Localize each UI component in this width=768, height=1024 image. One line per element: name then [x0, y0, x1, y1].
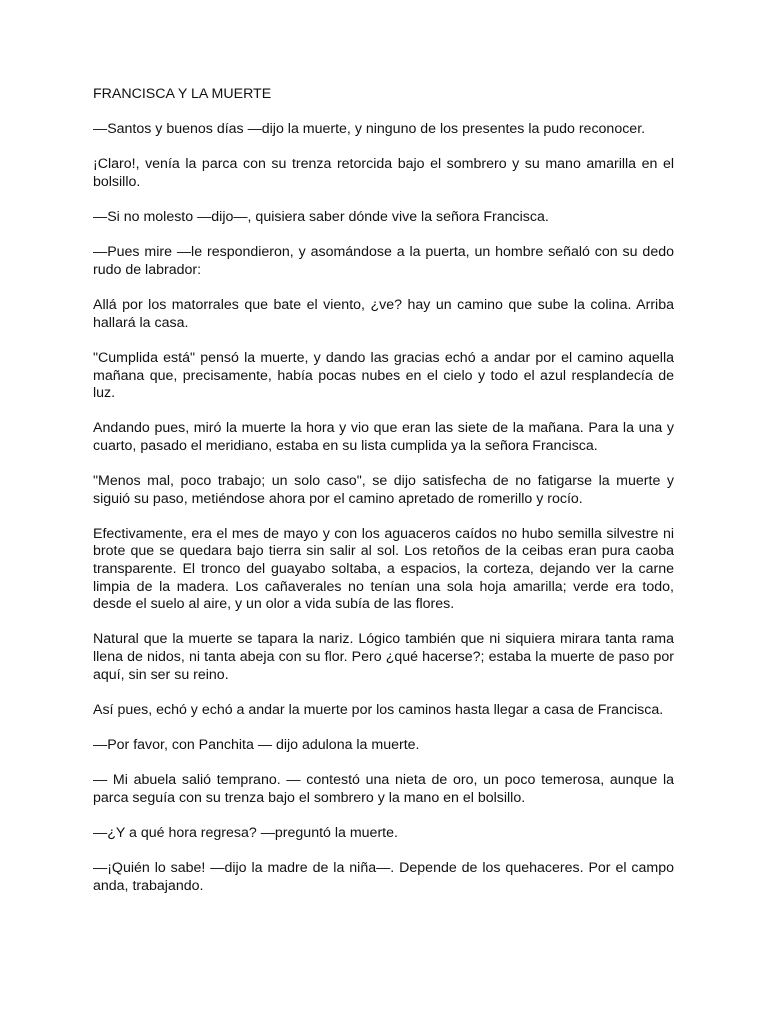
paragraph: Allá por los matorrales que bate el viento, ¿ve? hay un camino que sube la colina. Arriba hallará la casa.: [93, 297, 674, 331]
paragraph: —Pues mire —le respondieron, y asomándose a la puerta, un hombre señaló con su dedo rudo de labrador:: [93, 244, 674, 278]
paragraph: "Cumplida está" pensó la muerte, y dando las gracias echó a andar por el camino aquella mañana que, precisamente, había pocas nubes en el cielo y todo el azul resplandecía de luz.: [93, 349, 674, 402]
paragraph: —Si no molesto —dijo—, quisiera saber dónde vive la señora Francisca.: [93, 209, 549, 226]
paragraph: —Por favor, con Panchita — dijo adulona la muerte.: [93, 736, 420, 753]
paragraph: "Menos mal, poco trabajo; un solo caso", se dijo satisfecha de no fatigarse la muerte y siguió su paso, metiéndose ahora por el camino apretado de romerillo y rocío.: [93, 473, 674, 507]
paragraph: Así pues, echó y echó a andar la muerte por los caminos hasta llegar a casa de Francisca.: [93, 701, 664, 718]
paragraph: — Mi abuela salió temprano. — contestó una nieta de oro, un poco temerosa, aunque la parca seguía con su trenza bajo el sombrero y la mano en el bolsillo.: [93, 772, 674, 806]
document-title: FRANCISCA Y LA MUERTE: [93, 86, 272, 102]
paragraph: —Santos y buenos días —dijo la muerte, y ninguno de los presentes la pudo reconocer.: [93, 121, 646, 138]
paragraph: Efectivamente, era el mes de mayo y con los aguaceros caídos no hubo semilla silvestre ni brote que se quedara bajo tierra sin salir al sol. Los retoños de la ceibas eran pura caoba transparente. El tronco del guayabo soltaba, a espacios, la corteza, dejando ver la carne limpia de la madera. Los cañaverales no tenían una sola hoja amarilla; verde era todo, desde el suelo al aire, y un olor a vida subía de las flores.: [93, 525, 674, 613]
paragraph: —¡Quién lo sabe! —dijo la madre de la niña—. Depende de los quehaceres. Por el campo anda, trabajando.: [93, 860, 674, 894]
document-body: [93, 86, 674, 895]
paragraph: Natural que la muerte se tapara la nariz. Lógico también que ni siquiera mirara tanta rama llena de nidos, ni tanta abeja con su flor. Pero ¿qué hacerse?; estaba la muerte de paso por aquí, sin ser su reino.: [93, 631, 674, 683]
paragraph: ¡Claro!, venía la parca con su trenza retorcida bajo el sombrero y su mano amarilla en el bolsillo.: [93, 156, 674, 190]
paragraph: —¿Y a qué hora regresa? —preguntó la muerte.: [93, 824, 398, 841]
paragraph: Andando pues, miró la muerte la hora y vio que eran las siete de la mañana. Para la una y cuarto, pasado el meridiano, estaba en su lista cumplida ya la señora Francisca.: [93, 420, 674, 454]
